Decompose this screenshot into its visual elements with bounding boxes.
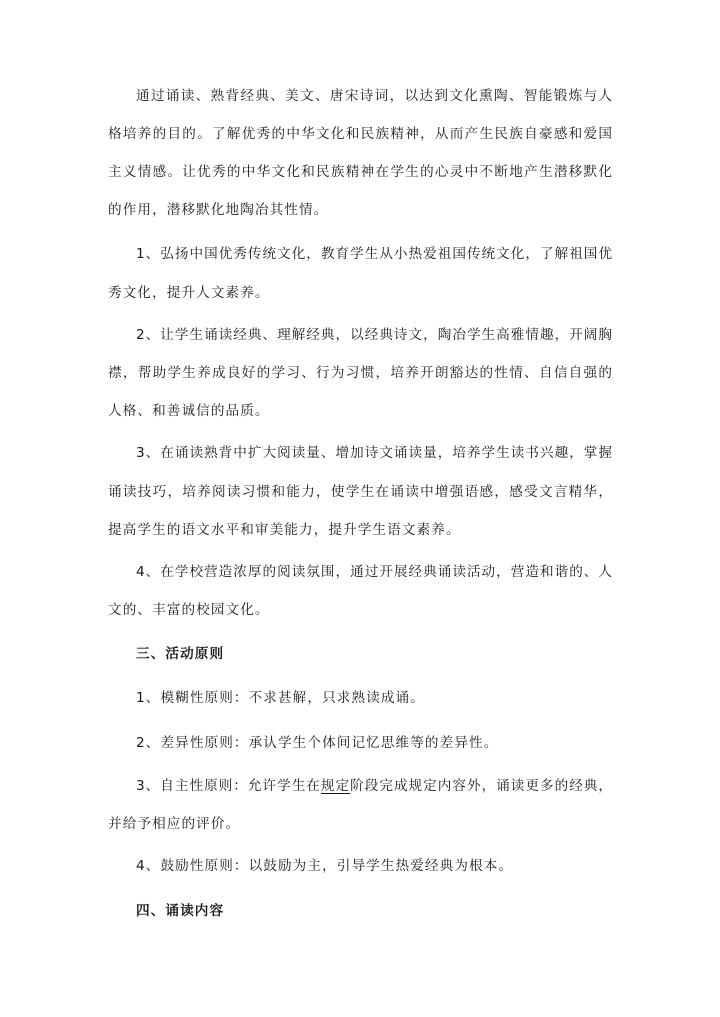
- goal-4-line-1: 4、在学校营造浓厚的阅读氛围，通过开展经典诵读活动，营造和谐的、人: [136, 564, 612, 580]
- goal-3-line-3: 提高学生的语文水平和审美能力，提升学生语文素养。: [108, 522, 461, 538]
- section-4-heading: 四、诵读内容: [136, 903, 225, 919]
- underlined-term: 规定: [320, 778, 351, 794]
- goal-3-line-1: 3、在诵读熟背中扩大阅读量、增加诗文诵读量，培养学生读书兴趣，掌握: [136, 445, 612, 461]
- principle-3-suffix: 阶段完成规定内容外，诵读更多的经典，: [350, 778, 612, 794]
- principle-3-line-1: [136, 777, 612, 795]
- principle-1: 1、模糊性原则：不求甚解，只求熟读成诵。: [136, 690, 425, 706]
- intro-line-3: 主义情感。让优秀的中华文化和民族精神在学生的心灵中不断地产生潜移默化: [108, 164, 612, 180]
- goal-1-line-1: 1、弘扬中国优秀传统文化，教育学生从小热爱祖国传统文化，了解祖国优: [136, 246, 612, 262]
- goal-2-line-2: 襟，帮助学生养成良好的学习、行为习惯，培养开朗豁达的性情、自信自强的: [108, 365, 612, 381]
- intro-line-4: 的作用，潜移默化地陶冶其性情。: [108, 202, 329, 218]
- goal-1-line-2: 秀文化，提升人文素养。: [108, 285, 270, 301]
- section-3-heading: 三、活动原则: [136, 646, 225, 662]
- goal-2-line-3: 人格、和善诚信的品质。: [108, 403, 270, 419]
- intro-line-2: 格培养的目的。了解优秀的中华文化和民族精神，从而产生民族自豪感和爱国: [108, 126, 612, 142]
- principle-3-line-2: 并给予相应的评价。: [108, 816, 241, 832]
- goal-4-line-2: 文的、丰富的校园文化。: [108, 602, 270, 618]
- goal-2-line-1: 2、让学生诵读经典、理解经典，以经典诗文，陶冶学生高雅情趣，开阔胸: [136, 327, 612, 343]
- principle-4: 4、鼓励性原则：以鼓励为主，引导学生热爱经典为根本。: [136, 858, 514, 874]
- principle-3-prefix: 3、自主性原则：允许学生在: [136, 778, 321, 794]
- intro-line-1: 通过诵读、熟背经典、美文、唐宋诗词，以达到文化熏陶、智能锻炼与人: [136, 88, 612, 104]
- principle-2: 2、差异性原则：承认学生个体间记忆思维等的差异性。: [136, 735, 499, 751]
- goal-3-line-2: 诵读技巧，培养阅读习惯和能力，使学生在诵读中增强语感，感受文言精华，: [108, 484, 612, 500]
